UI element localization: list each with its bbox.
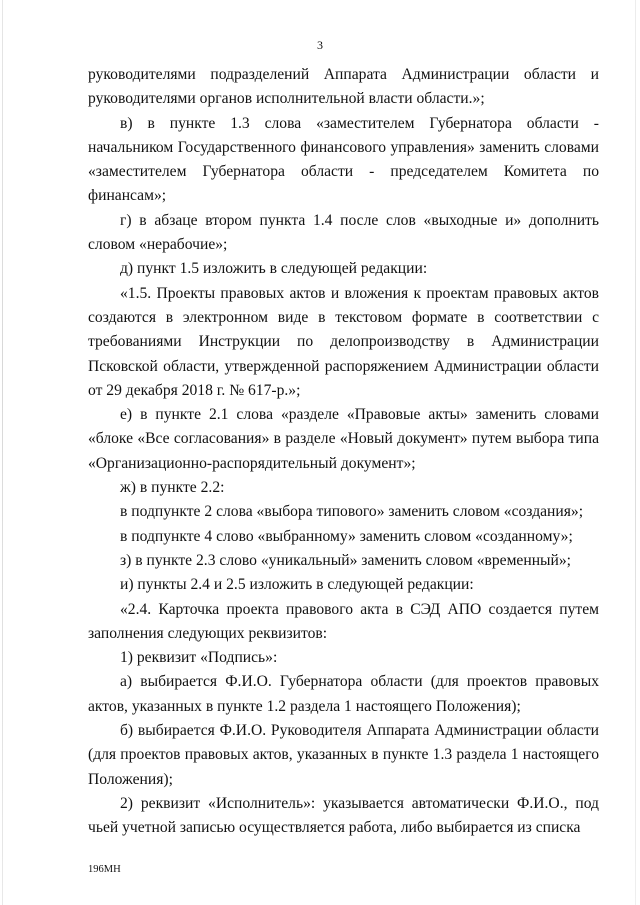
- paragraph: в подпункте 4 слово «выбранному» заменить словом «созданному»;: [120, 527, 573, 545]
- paragraph: «2.4. Карточка проекта правового акта в СЭД АПО создается путем заполнения следующих реквизитов:: [88, 600, 599, 642]
- paragraph: з) в пункте 2.3 слово «уникальный» заменить словом «временный»;: [120, 551, 572, 569]
- paragraph: ж) в пункте 2.2:: [120, 479, 225, 497]
- paragraph: а) выбирается Ф.И.О. Губернатора области (для проектов правовых актов, указанных в пункте 1.2 раздела 1 настоящего Положения);: [88, 673, 599, 715]
- page-number: 3: [317, 38, 323, 52]
- paragraph: в подпункте 2 слова «выбора типового» заменить словом «создания»;: [120, 503, 584, 521]
- document-body: [88, 63, 599, 841]
- paragraph: г) в абзаце втором пункта 1.4 после слов «выходные и» дополнить словом «нерабочие»;: [88, 211, 599, 254]
- paragraph: руководителями подразделений Аппарата Администрации области и руководителями органов исполнительной власти области.»;: [88, 66, 599, 108]
- paragraph: «1.5. Проекты правовых актов и вложения к проектам правовых актов создаются в электронном виде в текстовом формате в соответствии с требованиями Инструкции по делопроизводству в Администрации Псковской области, утвержденной распоряжением Администрации области от 29 декабря 2018 г. № 617-р.»;: [88, 284, 599, 399]
- paragraph: 1) реквизит «Подпись»:: [120, 649, 278, 667]
- footer-document-code: 196МН: [88, 864, 121, 875]
- scan-edge-right: [635, 0, 636, 905]
- paragraph: д) пункт 1.5 изложить в следующей редакции:: [120, 260, 428, 278]
- paragraph: е) в пункте 2.1 слова «разделе «Правовые акты» заменить словами «блоке «Все согласования» в разделе «Новый документ» путем выбора типа «Организационно-распорядительный документ»;: [88, 406, 599, 472]
- paragraph: в) в пункте 1.3 слова «заместителем Губернатора области - начальником Государственного финансового управления» заменить словами «заместителем Губернатора области - председателем Комитета по финансам»;: [88, 114, 599, 205]
- scan-edge-left: [2, 0, 3, 905]
- paragraph: и) пункты 2.4 и 2.5 изложить в следующей редакции:: [120, 576, 474, 594]
- paragraph: 2) реквизит «Исполнитель»: указывается автоматически Ф.И.О., под чьей учетной записью осуществляется работа, либо выбирается из списка: [88, 794, 599, 837]
- paragraph: б) выбирается Ф.И.О. Руководителя Аппарата Администрации области (для проектов правовых актов, указанных в пункте 1.3 раздела 1 настоящего Положения);: [88, 722, 599, 788]
